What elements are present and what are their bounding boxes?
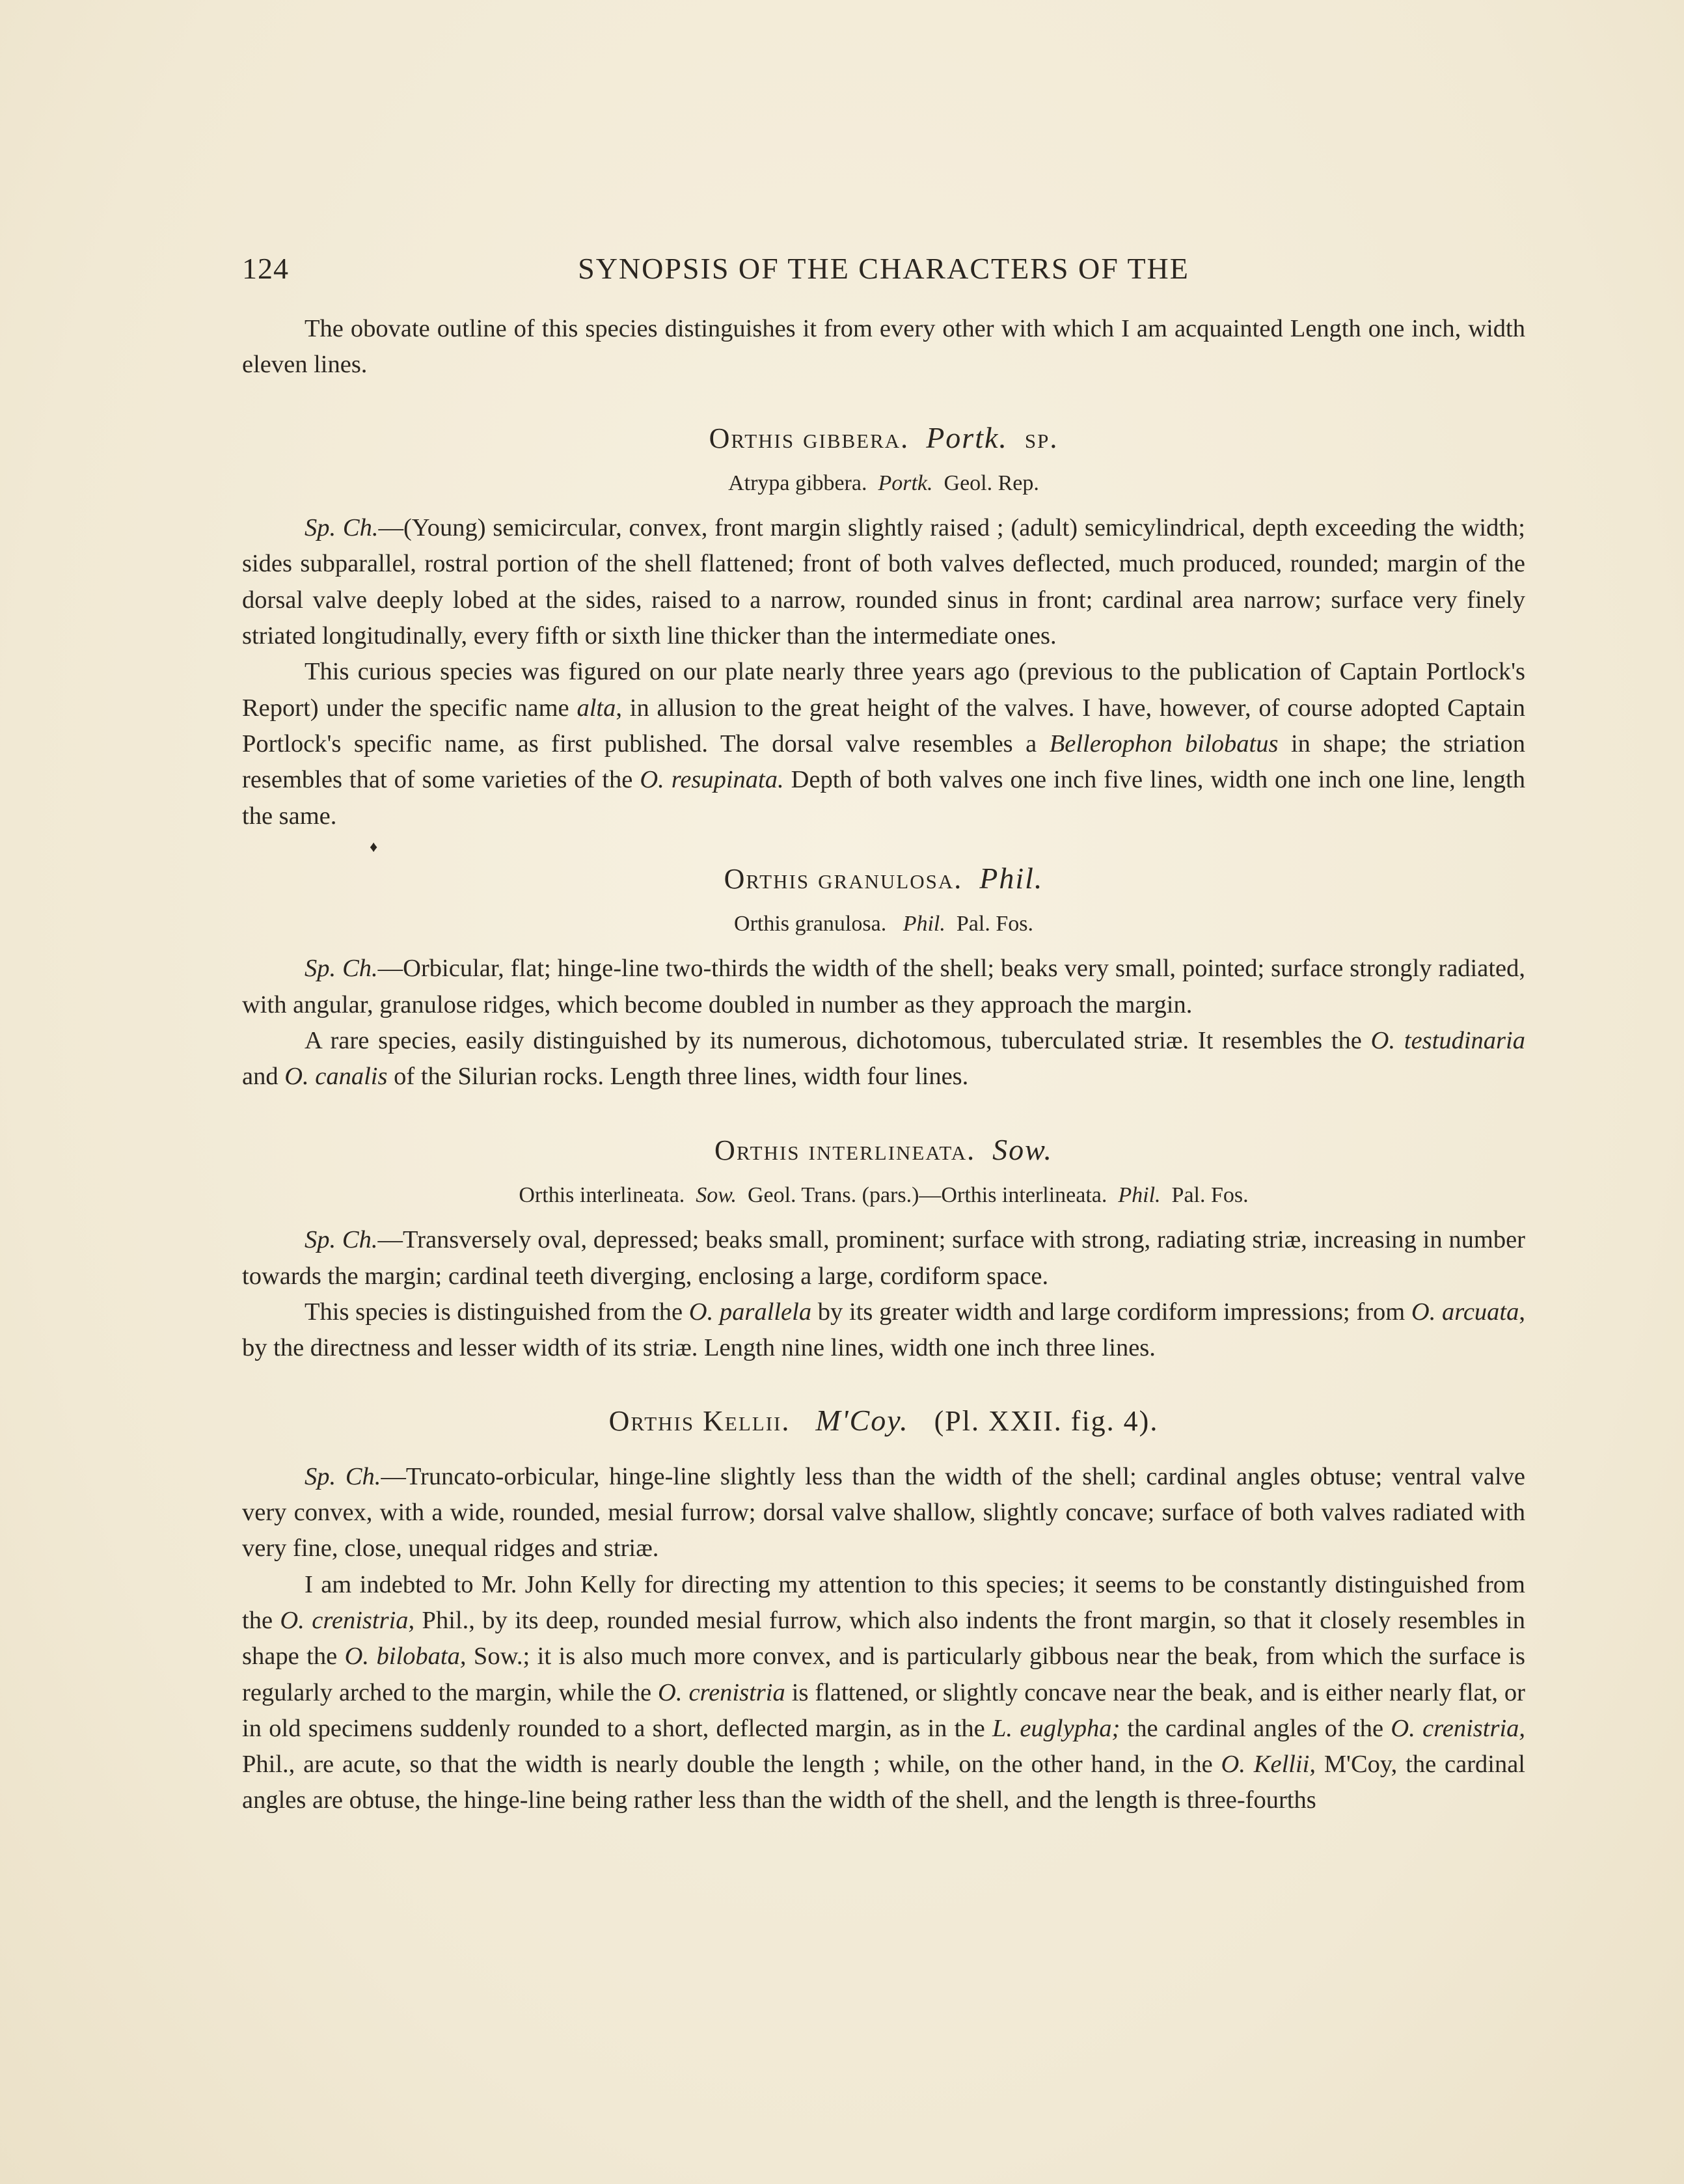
remarks-text: , by the directness and lesser width of its striæ. Length nine lines, width one inch three lines. (242, 1298, 1525, 1362)
sp-ch-label: Sp. Ch. (305, 514, 379, 542)
remarks-italic: O. arcuata (1411, 1298, 1519, 1326)
remarks-italic: L. euglypha; (992, 1714, 1120, 1742)
remarks-italic: O. bilobata, (344, 1643, 467, 1671)
running-title: SYNOPSIS OF THE CHARACTERS OF THE (578, 252, 1189, 285)
remarks-granulosa (242, 1023, 1525, 1095)
genus-name: Orthis (724, 862, 810, 895)
synonym-author: Sow. (696, 1182, 737, 1207)
remarks-italic: O. crenistria (658, 1678, 785, 1706)
synonymy-interlineata (242, 1177, 1525, 1213)
body-text (242, 311, 1525, 1819)
species-name: granulosa. (818, 862, 963, 895)
remarks-italic: O. parallela (688, 1298, 812, 1326)
running-head (242, 251, 1525, 290)
species-heading-gibbera (242, 420, 1525, 456)
remarks-italic: O. crenistria, (1391, 1714, 1526, 1742)
synonym-author: Phil. (903, 912, 945, 936)
sp-ch-label: Sp. Ch. (305, 1462, 381, 1490)
species-heading-interlineata (242, 1132, 1525, 1168)
genus-name: Orthis (608, 1405, 695, 1438)
sp-ch-text: —Orbicular, flat; hinge-line two-thirds the width of the shell; beaks very small, pointed; surface strongly radiated, with angular, granulose ridges, which become doubled in number as they approach the margin. (242, 955, 1526, 1018)
ornament-mark: ♦ (370, 838, 378, 856)
synonym-reference: Pal. Fos. (956, 912, 1033, 936)
remarks-text: the cardinal angles of the (1120, 1714, 1391, 1742)
species-characters-gibbera (242, 510, 1525, 654)
remarks-italic: O. testudinaria (1370, 1027, 1525, 1055)
remarks-text: and (242, 1063, 285, 1091)
remarks-text: Depth of both valves one inch five lines, width one inch one line, length the same. (242, 766, 1525, 830)
remarks-text: M'Coy, the cardinal angles are obtuse, the hinge-line being rather less than the width of the shell, and the length is three-fourths (242, 1751, 1525, 1814)
sp-ch-label: Sp. Ch. (305, 1226, 378, 1254)
species-name: gibbera. (803, 422, 910, 454)
remarks-interlineata (242, 1294, 1525, 1367)
plate-reference: (Pl. XXII. fig. 4). (934, 1405, 1159, 1438)
remarks-text: is flattened, or slightly concave near the beak, and is either nearly flat, or in old specimens suddenly rounded to a short, deflected margin, as in the (242, 1678, 1526, 1742)
remarks-italic: O. Kellii, (1221, 1751, 1316, 1779)
genus-name: Orthis (714, 1134, 800, 1166)
remarks-text: This species is distinguished from the (305, 1298, 689, 1326)
remarks-text: A rare species, easily distinguished by its numerous, dichotomous, tuberculated striæ. It resembles the (305, 1027, 1371, 1055)
sp-ch-text: —(Young) semicircular, convex, front margin slightly raised ; (adult) semicylindrical, depth exceeding the width; sides subparallel, rostral portion of the shell flattened; front of both valves deflected, much produced, rounded; margin of the dorsal valve deeply lobed at the sides, raised to a narrow, rounded sinus in front; cardinal area narrow; surface very finely striated longitudinally, every fifth or sixth line thicker than the intermediate ones. (242, 514, 1525, 650)
species-name: Kellii. (703, 1405, 791, 1438)
remarks-text: of the Silurian rocks. Length three lines, width four lines. (387, 1063, 969, 1091)
species-characters-granulosa (242, 951, 1525, 1023)
species-name: interlineata. (808, 1134, 976, 1166)
remarks-italic: Bellerophon bilobatus (1049, 730, 1279, 758)
remarks-italic: O. crenistria, (280, 1606, 415, 1634)
synonym-author: Portk. (878, 471, 933, 495)
remarks-italic: O. resupinata. (640, 766, 784, 794)
remarks-text: , in allusion to the great height of the valves. I have, however, of course adopted Captain Portlock's specific name, as first published. The dorsal valve resembles a (242, 694, 1525, 758)
sp-ch-text: —Transversely oval, depressed; beaks small, prominent; surface with strong, radiating striæ, increasing in number towards the margin; cardinal teeth diverging, enclosing a large, cordiform space. (242, 1226, 1525, 1290)
remarks-text: Phil., by its deep, rounded mesial furrow, which also indents the front margin, so that it closely resembles in shape the (242, 1606, 1525, 1671)
remarks-text: Sow.; it is also much more convex, and is particularly gibbous near the beak, from which the surface is regularly arched to the margin, while the (242, 1643, 1525, 1706)
remarks-text: This curious species was figured on our plate nearly three years ago (previous to the publication of Captain Portlock's Report) under the specific name (242, 658, 1525, 722)
synonym-reference: Pal. Fos. (1171, 1182, 1249, 1207)
intro-paragraph: The obovate outline of this species distinguishes it from every other with which I am acquainted Length one inch, width eleven lines. (242, 315, 1525, 379)
synonym-reference: Geol. Trans. (pars.)—Orthis interlineata. (747, 1182, 1107, 1207)
remarks-italic: alta (577, 694, 616, 722)
synonymy-gibbera (242, 465, 1525, 501)
author-name: Phil. (979, 861, 1044, 895)
synonym-name: Orthis granulosa. (734, 912, 887, 936)
sp-ch-label: Sp. Ch. (305, 955, 378, 983)
remarks-italic: O. canalis (284, 1063, 388, 1091)
remarks-text: Phil., are acute, so that the width is nearly double the length ; while, on the other hand, in the (242, 1751, 1221, 1779)
remarks-text: by its greater width and large cordiform impressions; from (811, 1298, 1411, 1326)
author-name: M'Coy. (815, 1404, 909, 1438)
author-name: Portk. (926, 420, 1008, 454)
synonymy-granulosa (242, 906, 1525, 942)
author-name: Sow. (992, 1132, 1053, 1166)
species-characters-interlineata (242, 1222, 1525, 1294)
species-suffix: sp. (1024, 422, 1059, 454)
remarks-text: in shape; the striation resembles that of some varieties of the (242, 730, 1526, 794)
synonym-name: Atrypa gibbera. (728, 471, 867, 495)
species-heading-granulosa (242, 860, 1525, 897)
synonym-reference: Geol. Rep. (944, 471, 1039, 495)
genus-name: Orthis (709, 422, 795, 454)
synonym-name: Orthis interlineata. (519, 1182, 685, 1207)
species-heading-kellii (242, 1402, 1525, 1439)
remarks-gibbera (242, 654, 1525, 834)
remarks-text: I am indebted to Mr. John Kelly for directing my attention to this species; it seems to be constantly distinguished from the (242, 1570, 1525, 1634)
sp-ch-text: —Truncato-orbicular, hinge-line slightly less than the width of the shell; cardinal angles obtuse; ventral valve very convex, with a wide, rounded, mesial furrow; dorsal valve shallow, slightly concave; surface of both valves radiated with very fine, close, unequal ridges and striæ. (242, 1462, 1525, 1563)
remarks-kellii (242, 1567, 1525, 1819)
synonym-author: Phil. (1118, 1182, 1161, 1207)
species-characters-kellii (242, 1459, 1525, 1567)
page-number: 124 (242, 252, 289, 285)
